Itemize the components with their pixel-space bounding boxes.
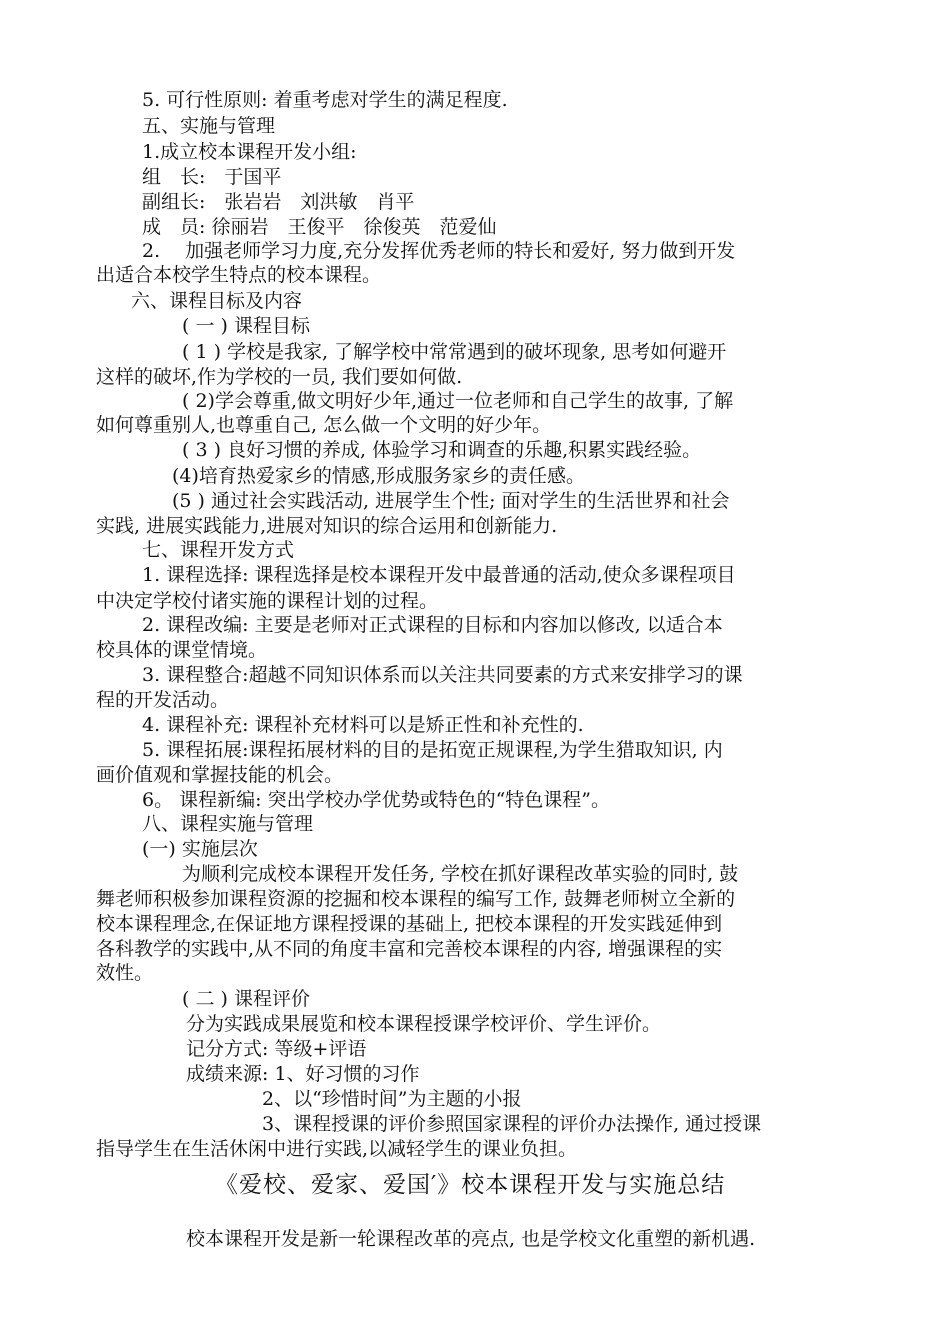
text-line: ( 二 ) 课程评价 xyxy=(182,988,310,1010)
text-line: ( 2)学会尊重,做文明好少年,通过一位老师和自己学生的故事, 了解 xyxy=(182,390,734,412)
text-line: 3. 课程整合:超越不同知识体系而以关注共同要素的方式来安排学习的课 xyxy=(142,664,743,686)
text-line: 1. 课程选择: 课程选择是校本课程开发中最普通的活动,使众多课程项目 xyxy=(142,564,736,586)
text-line: 各科教学的实践中,从不同的角度丰富和完善校本课程的内容, 增强课程的实 xyxy=(96,938,723,960)
text-line: 1.成立校本课程开发小组: xyxy=(142,141,357,163)
text-line: 效性。 xyxy=(96,962,154,984)
text-line: 实践, 进展实践能力,进展对知识的综合运用和创新能力. xyxy=(96,515,558,537)
text-line: 2、以“珍惜时间”为主题的小报 xyxy=(262,1088,522,1110)
text-line: 2. 课程改编: 主要是老师对正式课程的目标和内容加以修改, 以适合本 xyxy=(142,614,723,636)
text-line: 副组长: 张岩岩 刘洪敏 肖平 xyxy=(142,191,415,213)
text-line: ( 一 ) 课程目标 xyxy=(182,315,310,337)
text-line: 中决定学校付诸实施的课程计划的过程。 xyxy=(96,590,439,612)
text-line: 程的开发活动。 xyxy=(96,689,230,711)
document-title: 《爱校、爱家、爱国′》校本课程开发与实施总结 xyxy=(215,1172,726,1198)
section-heading: 五、实施与管理 xyxy=(142,115,276,137)
text-line: ( 3 ) 良好习惯的养成, 体验学习和调查的乐趣,积累实践经验。 xyxy=(182,439,702,461)
section-heading: 八、课程实施与管理 xyxy=(142,813,314,835)
text-line: 成 员: 徐丽岩 王俊平 徐俊英 范爱仙 xyxy=(142,216,497,238)
text-line: (4)培育热爱家乡的情感,形成服务家乡的责任感。 xyxy=(172,465,585,487)
text-line: 成绩来源: 1、好习惯的习作 xyxy=(186,1063,420,1085)
text-line: 组 长: 于国平 xyxy=(142,166,282,188)
text-line: 分为实践成果展览和校本课程授课学校评价、学生评价。 xyxy=(186,1013,662,1035)
text-line: 记分方式: 等级+评语 xyxy=(186,1038,367,1060)
text-line: 指导学生在生活休闲中进行实践,以减轻学生的课业负担。 xyxy=(96,1138,578,1160)
text-line: (一) 实施层次 xyxy=(142,838,258,860)
section-heading: 六、课程目标及内容 xyxy=(131,290,303,312)
text-line: 校具体的课堂情境。 xyxy=(96,639,268,661)
text-line: 4. 课程补充: 课程补充材料可以是矫正性和补充性的. xyxy=(142,714,584,736)
section-heading: 七、课程开发方式 xyxy=(142,539,295,561)
text-line: 6。 课程新编: 突出学校办学优势或特色的“特色课程”。 xyxy=(142,789,610,811)
text-line: 如何尊重别人,也尊重自己, 怎么做一个文明的好少年。 xyxy=(96,414,552,436)
text-line: ( 1 ) 学校是我家, 了解学校中常常遇到的破坏现象, 思考如何避开 xyxy=(182,341,727,363)
text-line: 出适合本校学生特点的校本课程。 xyxy=(96,264,382,286)
text-line: (5 ) 通过社会实践活动, 进展学生个性; 面对学生的生活世界和社会 xyxy=(172,490,730,512)
text-line: 5. 课程拓展:课程拓展材料的目的是拓宽正规课程,为学生猎取知识, 内 xyxy=(142,739,723,761)
text-line: 这样的破坏,作为学校的一员, 我们要如何做. xyxy=(96,366,463,388)
text-line: 为顺利完成校本课程开发任务, 学校在抓好课程改革实验的同时, 鼓 xyxy=(182,863,739,885)
text-line: 校本课程理念,在保证地方课程授课的基础上, 把校本课程的开发实践延伸到 xyxy=(96,913,723,935)
text-line: 画价值观和掌握技能的机会。 xyxy=(96,764,344,786)
text-line: 校本课程开发是新一轮课程改革的亮点, 也是学校文化重塑的新机遇. xyxy=(186,1228,756,1250)
text-line: 3、课程授课的评价参照国家课程的评价办法操作, 通过授课 xyxy=(262,1113,762,1135)
text-line: 5. 可行性原则: 着重考虑对学生的满足程度. xyxy=(142,89,508,111)
text-line: 2. 加强老师学习力度,充分发挥优秀老师的特长和爱好, 努力做到开发 xyxy=(142,240,736,262)
text-line: 舞老师积极参加课程资源的挖掘和校本课程的编写工作, 鼓舞老师树立全新的 xyxy=(96,888,736,910)
